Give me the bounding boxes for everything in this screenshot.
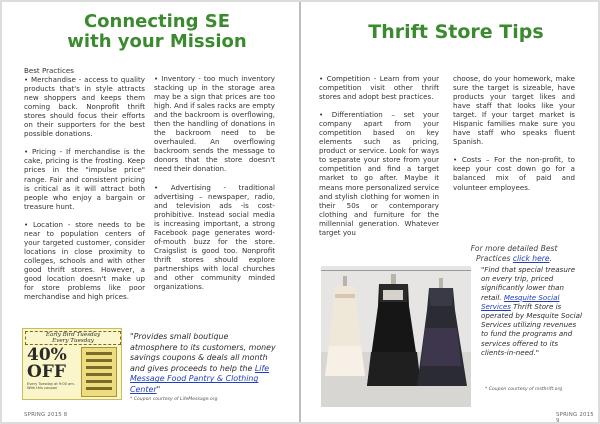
left-page-title: [42, 12, 272, 52]
title-line-1: Connecting SE: [83, 11, 231, 32]
dress-display-photo: [321, 266, 471, 407]
paragraph-location: • Location - store needs to be near to population centers of your targeted customer, consider locations in close proximity to colleges, schools and with other good thrift stores. However, a good location doesn't make up for store problems like poor merchandise and high prices.: [24, 219, 145, 302]
right-page: [301, 2, 598, 422]
mesquite-social-services-link[interactable]: Mesquite Social Services: [481, 292, 560, 311]
left-column-2: [154, 74, 275, 300]
more-practices-note: [453, 244, 575, 264]
paragraph-differentiation: • Differentiation – set your company apart from your competition based on key elements such as pricing, product or service. Look for ways to separate your store from your competition and find a target market to go after. Maybe it means more personalized service and stylish clothing for women in their 50s or contemporary clothing and furniture for the millennial generation. Whatever target you: [319, 110, 439, 237]
right-page-title: Thrift Store Tips: [368, 21, 544, 43]
coupon-banner-line-1: Early Bird Tuesday: [45, 332, 101, 338]
right-page-folio: SPRING 2015 9: [556, 412, 594, 422]
right-column-2: [453, 74, 575, 201]
paragraph-advertising: • Advertising - traditional advertising – newspaper, radio, and television ads -is cost-prohibitive. Instead social media is increasing important, a strong Facebook page generates word-of-mouth buzz for the store. Craigslist is good too. Nonprofit thrift stores should explore partnerships with local churches and other community minded organizations.: [154, 182, 275, 292]
more-suffix: .: [549, 254, 552, 263]
right-coupon-credit: * Coupon courtesy of msthrift.org: [485, 387, 563, 392]
paragraph-merchandise: • Merchandise - access to quality products that's in style attracts new shoppers and keeps them coming back. Nonprofit thrift stores should focus their efforts on their supporters for the best possible donations.: [24, 75, 145, 139]
more-prefix: For more detailed Best Practices: [470, 244, 558, 263]
paragraph-differentiation-cont: choose, do your homework, make sure the target is sizeable, have products your target likes and have staff that looks like your target. If your target market is Hispanic families make sure you have staff who speaks fluent Spanish.: [453, 74, 575, 147]
left-column-1: [24, 66, 145, 310]
coupon-flyer-icon: [81, 347, 117, 397]
right-column-1: [319, 74, 439, 246]
paragraph-pricing: • Pricing - If merchandise is the cake, pricing is the frosting. Keep prices in the "impulse price" range. Fair and consistent pricing is critical as it will attract both people who enjoy a bargain or treasure hunt.: [24, 147, 145, 211]
left-quote: [130, 332, 276, 396]
section-label: Best Practices: [24, 66, 74, 75]
mannequin-right: [417, 278, 467, 386]
click-here-link[interactable]: click here: [512, 254, 550, 263]
paragraph-inventory: • Inventory - too much inventory stacking up in the storage area may be a sign that prices are too high. And if sales racks are empty and the backroom is overflowing, then the handling of donations in the backroom need to be overhauled. An overflowing backroom sends the message to donors that the store doesn't need their donation.: [154, 74, 275, 174]
coupon-small-print: Every Tuesday at 9:00 am. With this coupon: [27, 382, 75, 391]
left-quote-end: ": [156, 384, 161, 394]
coupon-image: [22, 328, 122, 400]
mannequin-left: [325, 276, 365, 376]
coupon-percent: 40%: [27, 345, 67, 365]
right-quote: [481, 265, 583, 357]
left-quote-text: "Provides small boutique atmosphere to its customers, money savings coupons & deals all month and gives proceeds to help the: [130, 332, 276, 373]
coupon-off: OFF: [27, 362, 66, 382]
right-quote-start: "Find that special treasure on every trip, priced significantly lower than retail.: [481, 265, 576, 302]
paragraph-competition: • Competition - Learn from your competition visit other thrift stores and adopt best practices.: [319, 74, 439, 102]
right-quote-rest: Thrift Store is operated by Mesquite Social Services utilizing revenues to fund the programs and services offered to its clients-in-need.": [481, 301, 582, 357]
coupon-banner: [25, 331, 121, 345]
coupon-banner-line-2: Every Tuesday: [52, 338, 94, 344]
mannequin-center: [367, 274, 421, 386]
dress-mannequins-image: [321, 266, 471, 407]
life-message-link[interactable]: Life Message Food Pantry & Clothing Center: [130, 363, 270, 394]
left-coupon-credit: * Coupon courtesy of LifeMessage.org: [130, 397, 218, 402]
left-page: [2, 2, 299, 422]
paragraph-costs: • Costs – For the non-profit, to keep your cost down go for a balanced mix of paid and volunteer employees.: [453, 155, 575, 192]
title-line-2: with your Mission: [67, 31, 247, 53]
left-page-folio: SPRING 2015 8: [24, 412, 68, 418]
